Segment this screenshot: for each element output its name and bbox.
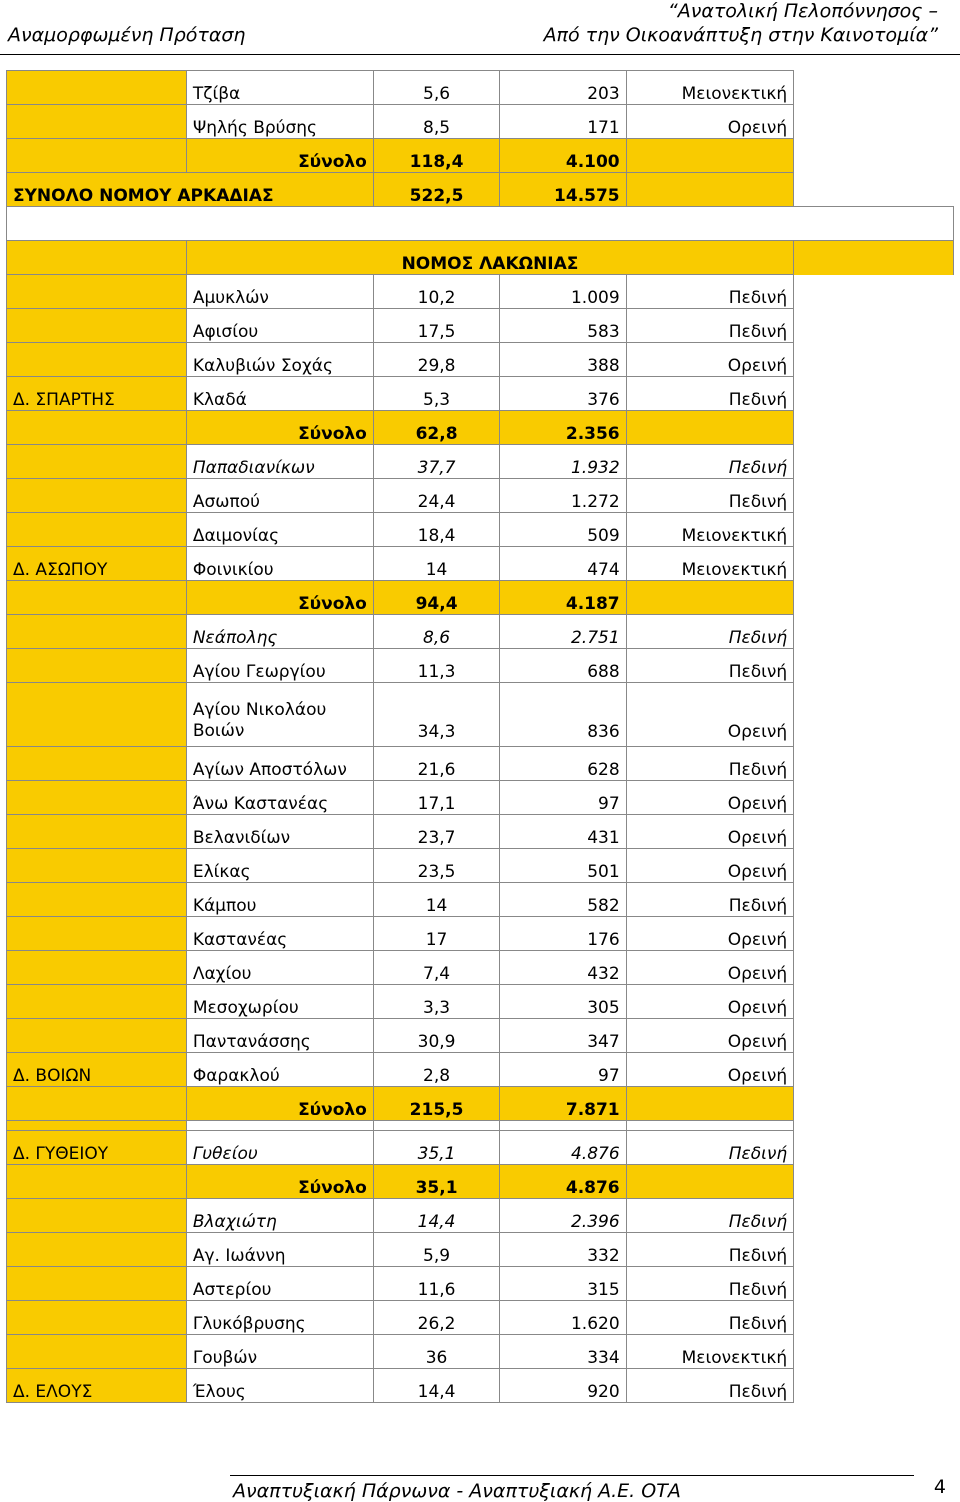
table-row — [7, 1131, 954, 1165]
table-row — [7, 849, 954, 883]
subtotal-label: Σύνολο — [186, 411, 373, 445]
subtotal-population: 4.876 — [500, 1165, 626, 1199]
table-row — [7, 71, 954, 105]
district-cell — [7, 951, 187, 985]
section-title: ΝΟΜΟΣ ΛΑΚΩΝΙΑΣ — [186, 241, 793, 275]
spacer-cell — [794, 139, 954, 173]
blank-row — [7, 207, 954, 241]
population-cell: 432 — [500, 951, 626, 985]
village-cell: Έλους — [186, 1369, 373, 1403]
type-cell: Μειονεκτική — [626, 1335, 794, 1369]
area-cell: 23,5 — [373, 849, 499, 883]
page-number: 4 — [933, 1476, 946, 1498]
table-row — [7, 683, 954, 747]
area-cell: 17 — [373, 917, 499, 951]
empty-cell — [500, 1121, 626, 1131]
area-cell: 3,3 — [373, 985, 499, 1019]
village-cell: Βελανιδίων — [186, 815, 373, 849]
area-cell: 8,5 — [373, 105, 499, 139]
population-cell: 2.751 — [500, 615, 626, 649]
spacer-cell — [794, 377, 954, 411]
area-cell: 11,3 — [373, 649, 499, 683]
district-cell — [7, 513, 187, 547]
village-cell: Κάμπου — [186, 883, 373, 917]
type-cell: Ορεινή — [626, 917, 794, 951]
table-row — [7, 815, 954, 849]
village-cell: Γλυκόβρυσης — [186, 1301, 373, 1335]
population-cell: 332 — [500, 1233, 626, 1267]
empty-cell — [626, 173, 794, 207]
spacer-cell — [794, 781, 954, 815]
population-cell: 1.620 — [500, 1301, 626, 1335]
spacer-cell — [794, 1121, 954, 1131]
village-cell: Καλυβιών Σοχάς — [186, 343, 373, 377]
village-cell: Κλαδά — [186, 377, 373, 411]
district-cell — [7, 781, 187, 815]
spacer-cell — [794, 275, 954, 309]
area-cell: 21,6 — [373, 747, 499, 781]
area-cell: 5,3 — [373, 377, 499, 411]
district-cell — [7, 815, 187, 849]
type-cell: Πεδινή — [626, 747, 794, 781]
empty-cell — [626, 1165, 794, 1199]
population-cell: 2.396 — [500, 1199, 626, 1233]
spacer-cell — [794, 1267, 954, 1301]
footer-text: Αναπτυξιακή Πάρνωνα - Αναπτυξιακή Α.Ε. ΟΤΑ — [233, 1480, 681, 1502]
area-cell: 5,6 — [373, 71, 499, 105]
village-cell: Ελίκας — [186, 849, 373, 883]
type-cell: Ορεινή — [626, 105, 794, 139]
village-cell: Ψηλής Βρύσης — [186, 105, 373, 139]
type-cell: Πεδινή — [626, 615, 794, 649]
area-cell: 36 — [373, 1335, 499, 1369]
table-row — [7, 105, 954, 139]
gap-row — [7, 1121, 954, 1131]
spacer-cell — [794, 309, 954, 343]
district-cell — [7, 309, 187, 343]
subtotal-population: 2.356 — [500, 411, 626, 445]
type-cell: Ορεινή — [626, 985, 794, 1019]
population-cell: 509 — [500, 513, 626, 547]
district-cell — [7, 1019, 187, 1053]
area-cell: 8,6 — [373, 615, 499, 649]
population-cell: 501 — [500, 849, 626, 883]
village-cell: Αγίου Γεωργίου — [186, 649, 373, 683]
spacer-cell — [794, 241, 954, 275]
table-row — [7, 951, 954, 985]
type-cell: Πεδινή — [626, 1131, 794, 1165]
population-cell: 920 — [500, 1369, 626, 1403]
subtotal-label: Σύνολο — [186, 139, 373, 173]
type-cell: Μειονεκτική — [626, 547, 794, 581]
area-cell: 29,8 — [373, 343, 499, 377]
subtotal-row — [7, 581, 954, 615]
population-cell: 1.009 — [500, 275, 626, 309]
spacer-cell — [794, 615, 954, 649]
spacer-cell — [794, 1019, 954, 1053]
population-cell: 315 — [500, 1267, 626, 1301]
district-cell — [7, 883, 187, 917]
table-row — [7, 649, 954, 683]
header-title-line1: “Ανατολική Πελοπόννησος – — [667, 0, 938, 22]
village-cell: Φαρακλού — [186, 1053, 373, 1087]
subtotal-population: 4.100 — [500, 139, 626, 173]
type-cell: Ορεινή — [626, 683, 794, 747]
subtotal-area: 94,4 — [373, 581, 499, 615]
area-cell: 23,7 — [373, 815, 499, 849]
table-row — [7, 309, 954, 343]
type-cell: Ορεινή — [626, 849, 794, 883]
population-cell: 688 — [500, 649, 626, 683]
spacer-cell — [794, 849, 954, 883]
population-cell: 97 — [500, 781, 626, 815]
type-cell: Πεδινή — [626, 1267, 794, 1301]
village-cell: Αστερίου — [186, 1267, 373, 1301]
table-row — [7, 883, 954, 917]
table-row — [7, 747, 954, 781]
district-cell — [7, 581, 187, 615]
spacer-cell — [794, 1131, 954, 1165]
population-cell: 203 — [500, 71, 626, 105]
district-cell — [7, 1165, 187, 1199]
empty-cell — [626, 581, 794, 615]
table-row — [7, 479, 954, 513]
village-cell: Φοινικίου — [186, 547, 373, 581]
empty-cell — [626, 1087, 794, 1121]
spacer-cell — [794, 343, 954, 377]
table-row — [7, 1369, 954, 1403]
table-row — [7, 1335, 954, 1369]
spacer-cell — [794, 951, 954, 985]
area-cell: 7,4 — [373, 951, 499, 985]
spacer-cell — [794, 815, 954, 849]
district-cell — [7, 849, 187, 883]
district-cell — [7, 1267, 187, 1301]
subtotal-label: Σύνολο — [186, 1087, 373, 1121]
district-cell — [7, 747, 187, 781]
spacer-cell — [794, 1199, 954, 1233]
empty-cell — [373, 1121, 499, 1131]
village-cell: Δαιμονίας — [186, 513, 373, 547]
type-cell: Πεδινή — [626, 445, 794, 479]
empty-cell — [626, 1121, 794, 1131]
village-cell: Παπαδιανίκων — [186, 445, 373, 479]
district-cell — [7, 1233, 187, 1267]
spacer-cell — [794, 173, 954, 207]
table-row — [7, 275, 954, 309]
municipalities-table — [6, 70, 954, 1403]
area-cell: 10,2 — [373, 275, 499, 309]
subtotal-area: 35,1 — [373, 1165, 499, 1199]
district-cell — [7, 105, 187, 139]
area-cell: 14,4 — [373, 1199, 499, 1233]
header-rule — [0, 54, 960, 55]
spacer-cell — [794, 581, 954, 615]
village-cell: Γουβών — [186, 1335, 373, 1369]
district-cell — [7, 1087, 187, 1121]
spacer-cell — [794, 917, 954, 951]
population-cell: 836 — [500, 683, 626, 747]
table-row — [7, 343, 954, 377]
type-cell: Πεδινή — [626, 1369, 794, 1403]
area-cell: 30,9 — [373, 1019, 499, 1053]
district-cell — [7, 479, 187, 513]
district-cell — [7, 683, 187, 747]
spacer-cell — [794, 1301, 954, 1335]
spacer-cell — [794, 683, 954, 747]
district-cell — [7, 241, 187, 275]
spacer-cell — [794, 1335, 954, 1369]
table-row — [7, 377, 954, 411]
population-cell: 628 — [500, 747, 626, 781]
district-cell — [7, 1199, 187, 1233]
district-cell — [7, 445, 187, 479]
empty-cell — [186, 1121, 373, 1131]
district-cell — [7, 139, 187, 173]
district-cell: Δ. ΓΥΘΕΙΟΥ — [7, 1131, 187, 1165]
section-title-row — [7, 241, 954, 275]
village-cell: Αγ. Ιωάννη — [186, 1233, 373, 1267]
type-cell: Πεδινή — [626, 377, 794, 411]
spacer-cell — [794, 411, 954, 445]
table-row — [7, 1267, 954, 1301]
empty-cell — [626, 139, 794, 173]
type-cell: Πεδινή — [626, 1233, 794, 1267]
village-cell: Μεσοχωρίου — [186, 985, 373, 1019]
spacer-cell — [794, 1053, 954, 1087]
population-cell: 347 — [500, 1019, 626, 1053]
district-cell — [7, 71, 187, 105]
area-cell: 14,4 — [373, 1369, 499, 1403]
population-cell: 97 — [500, 1053, 626, 1087]
population-cell: 4.876 — [500, 1131, 626, 1165]
table-row — [7, 917, 954, 951]
spacer-cell — [794, 479, 954, 513]
grand-total-label: ΣΥΝΟΛΟ ΝΟΜΟΥ ΑΡΚΑΔΙΑΣ — [7, 173, 374, 207]
subtotal-population: 4.187 — [500, 581, 626, 615]
area-cell: 17,5 — [373, 309, 499, 343]
header-title-line2: Από την Οικοανάπτυξη στην Καινοτομία” — [543, 24, 938, 46]
district-cell — [7, 917, 187, 951]
village-cell: Βλαχιώτη — [186, 1199, 373, 1233]
table-row — [7, 1199, 954, 1233]
district-cell — [7, 649, 187, 683]
spacer-cell — [794, 1369, 954, 1403]
village-cell: Γυθείου — [186, 1131, 373, 1165]
area-cell: 35,1 — [373, 1131, 499, 1165]
type-cell: Πεδινή — [626, 883, 794, 917]
table-row — [7, 513, 954, 547]
type-cell: Ορεινή — [626, 781, 794, 815]
village-cell: Αμυκλών — [186, 275, 373, 309]
village-cell: Νεάπολης — [186, 615, 373, 649]
district-cell: Δ. ΣΠΑΡΤΗΣ — [7, 377, 187, 411]
table-row — [7, 445, 954, 479]
grand-total-row — [7, 173, 954, 207]
district-cell — [7, 1335, 187, 1369]
population-cell: 176 — [500, 917, 626, 951]
spacer-cell — [794, 1165, 954, 1199]
population-cell: 1.932 — [500, 445, 626, 479]
table-row — [7, 781, 954, 815]
spacer-cell — [794, 649, 954, 683]
subtotal-area: 215,5 — [373, 1087, 499, 1121]
district-cell — [7, 985, 187, 1019]
population-cell: 305 — [500, 985, 626, 1019]
spacer-cell — [794, 71, 954, 105]
population-cell: 376 — [500, 377, 626, 411]
village-cell: Αγίου Νικολάου Βοιών — [186, 683, 373, 747]
type-cell: Ορεινή — [626, 343, 794, 377]
district-cell: Δ. ΕΛΟΥΣ — [7, 1369, 187, 1403]
area-cell: 34,3 — [373, 683, 499, 747]
spacer-cell — [794, 985, 954, 1019]
spacer-cell — [794, 105, 954, 139]
type-cell: Πεδινή — [626, 649, 794, 683]
village-cell: Καστανέας — [186, 917, 373, 951]
district-cell — [7, 615, 187, 649]
subtotal-population: 7.871 — [500, 1087, 626, 1121]
table-row — [7, 615, 954, 649]
header-left-title: Αναμορφωμένη Πρόταση — [8, 24, 246, 46]
area-cell: 26,2 — [373, 1301, 499, 1335]
village-cell: Ασωπού — [186, 479, 373, 513]
type-cell: Πεδινή — [626, 1199, 794, 1233]
population-cell: 171 — [500, 105, 626, 139]
area-cell: 14 — [373, 547, 499, 581]
spacer-cell — [794, 1233, 954, 1267]
population-cell: 388 — [500, 343, 626, 377]
population-cell: 431 — [500, 815, 626, 849]
area-cell: 11,6 — [373, 1267, 499, 1301]
population-cell: 1.272 — [500, 479, 626, 513]
blank-cell — [7, 207, 954, 241]
subtotal-area: 62,8 — [373, 411, 499, 445]
area-cell: 37,7 — [373, 445, 499, 479]
subtotal-label: Σύνολο — [186, 581, 373, 615]
table-row — [7, 547, 954, 581]
population-cell: 474 — [500, 547, 626, 581]
page-header — [0, 0, 960, 60]
empty-cell — [626, 411, 794, 445]
table-row — [7, 1019, 954, 1053]
type-cell: Πεδινή — [626, 479, 794, 513]
grand-total-area: 522,5 — [373, 173, 499, 207]
spacer-cell — [794, 747, 954, 781]
type-cell: Ορεινή — [626, 815, 794, 849]
village-cell: Άνω Καστανέας — [186, 781, 373, 815]
spacer-cell — [794, 1087, 954, 1121]
area-cell: 24,4 — [373, 479, 499, 513]
subtotal-row — [7, 411, 954, 445]
village-cell: Τζίβα — [186, 71, 373, 105]
area-cell: 2,8 — [373, 1053, 499, 1087]
type-cell: Πεδινή — [626, 1301, 794, 1335]
population-cell: 583 — [500, 309, 626, 343]
spacer-cell — [794, 547, 954, 581]
subtotal-row — [7, 1165, 954, 1199]
area-cell: 17,1 — [373, 781, 499, 815]
type-cell: Ορεινή — [626, 1019, 794, 1053]
spacer-cell — [794, 445, 954, 479]
district-cell: Δ. ΒΟΙΩΝ — [7, 1053, 187, 1087]
population-cell: 334 — [500, 1335, 626, 1369]
village-cell: Παντανάσσης — [186, 1019, 373, 1053]
table-row — [7, 1301, 954, 1335]
area-cell: 14 — [373, 883, 499, 917]
type-cell: Μειονεκτική — [626, 513, 794, 547]
type-cell: Πεδινή — [626, 275, 794, 309]
grand-total-population: 14.575 — [500, 173, 626, 207]
district-cell — [7, 411, 187, 445]
spacer-cell — [794, 883, 954, 917]
subtotal-area: 118,4 — [373, 139, 499, 173]
table-row — [7, 1053, 954, 1087]
district-cell — [7, 343, 187, 377]
subtotal-row — [7, 1087, 954, 1121]
area-cell: 18,4 — [373, 513, 499, 547]
type-cell: Πεδινή — [626, 309, 794, 343]
district-cell: Δ. ΑΣΩΠΟΥ — [7, 547, 187, 581]
type-cell: Ορεινή — [626, 951, 794, 985]
population-cell: 582 — [500, 883, 626, 917]
table-row — [7, 1233, 954, 1267]
area-cell: 5,9 — [373, 1233, 499, 1267]
table-row — [7, 985, 954, 1019]
district-cell — [7, 1121, 187, 1131]
spacer-cell — [794, 513, 954, 547]
subtotal-label: Σύνολο — [186, 1165, 373, 1199]
district-cell — [7, 275, 187, 309]
type-cell: Ορεινή — [626, 1053, 794, 1087]
village-cell: Αγίων Αποστόλων — [186, 747, 373, 781]
type-cell: Μειονεκτική — [626, 71, 794, 105]
footer-rule — [230, 1475, 914, 1476]
village-cell: Αφισίου — [186, 309, 373, 343]
subtotal-row — [7, 139, 954, 173]
district-cell — [7, 1301, 187, 1335]
village-cell: Λαχίου — [186, 951, 373, 985]
